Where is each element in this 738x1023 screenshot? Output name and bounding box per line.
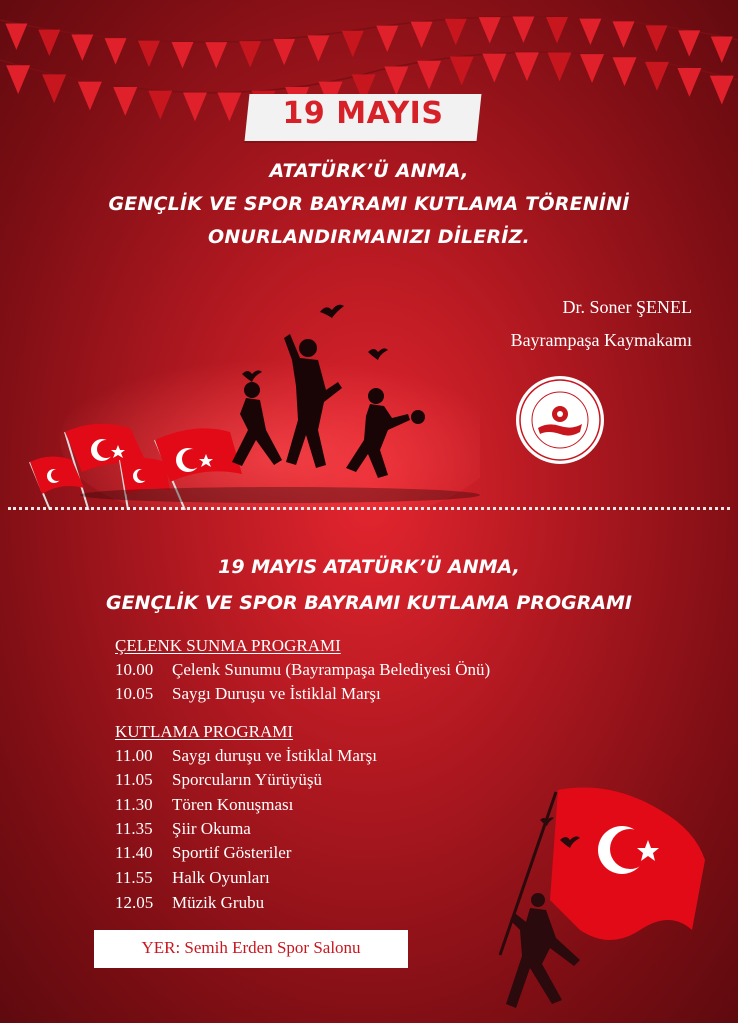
bunting-flag: [479, 17, 501, 43]
schedule-event: Saygı Duruşu ve İstiklal Marşı: [172, 684, 381, 703]
bunting-flag: [417, 61, 441, 90]
schedule-event: Sporcuların Yürüyüşü: [172, 770, 322, 789]
schedule-time: 11.00: [115, 746, 153, 765]
bunting-flag: [239, 41, 261, 67]
schedule-event: Halk Oyunları: [172, 868, 270, 887]
bunting-flag: [38, 30, 60, 56]
schedule-row: [115, 746, 377, 766]
program-title-line-1: 19 MAYIS ATATÜRK’Ü ANMA,: [218, 556, 520, 578]
schedule-time: 10.00: [115, 660, 154, 679]
bunting-flag: [172, 42, 194, 68]
schedule-row: [115, 843, 291, 863]
bunting-flag: [613, 57, 637, 86]
celebration-scene: [20, 290, 480, 510]
bunting-flag: [482, 54, 506, 83]
bunting-flag: [512, 16, 534, 42]
schedule-row: [115, 868, 270, 888]
bunting-flag: [113, 87, 137, 116]
section-heading: KUTLAMA PROGRAMI: [115, 722, 294, 741]
flag-bearer-silhouette-icon: [490, 780, 710, 1015]
bunting-flag: [138, 41, 160, 67]
bunting-flag: [445, 19, 467, 45]
bunting-flag: [711, 37, 733, 63]
bunting-flag: [411, 22, 433, 48]
bunting-flag: [546, 17, 568, 43]
bunting-flag: [307, 35, 329, 61]
schedule-row: [115, 684, 381, 704]
program-title-line-2: GENÇLİK VE SPOR BAYRAMI KUTLAMA PROGRAMI: [105, 592, 633, 614]
signature-name: Dr. Soner ŞENEL: [562, 297, 692, 317]
bunting-flag: [384, 67, 408, 96]
bunting-flag: [613, 21, 635, 47]
schedule-event: Saygı duruşu ve İstiklal Marşı: [172, 746, 377, 765]
title-badge-text: 19 MAYIS: [282, 96, 444, 131]
bunting-flag: [710, 76, 734, 105]
schedule-time: 11.35: [115, 819, 153, 838]
bunting-flag: [342, 31, 364, 57]
schedule-event: Tören Konuşması: [172, 795, 294, 814]
section-heading: ÇELENK SUNMA PROGRAMI: [115, 636, 341, 655]
schedule-row: [115, 795, 293, 815]
schedule-time: 11.40: [115, 843, 153, 862]
district-seal-icon: [514, 374, 606, 466]
bunting-flag: [548, 53, 572, 82]
schedule-event: Müzik Grubu: [172, 893, 265, 912]
bunting-flag: [5, 23, 27, 49]
bunting-flag: [71, 34, 93, 60]
bunting-flag: [273, 39, 295, 65]
bunting-flag: [105, 38, 127, 64]
bunting-flag: [217, 93, 241, 122]
schedule-time: 10.05: [115, 684, 154, 703]
schedule-row: [115, 660, 490, 680]
schedule-event: Şiir Okuma: [172, 819, 251, 838]
bunting-flag: [579, 19, 601, 45]
invitation-line-2: GENÇLİK VE SPOR BAYRAMI KUTLAMA TÖRENİNİ: [108, 193, 630, 215]
bunting-flag: [677, 68, 701, 97]
bunting-flag: [148, 91, 172, 120]
bunting-flag: [205, 42, 227, 68]
venue-text: YER: Semih Erden Spor Salonu: [141, 938, 361, 957]
schedule-row: [115, 893, 264, 913]
bunting-flag: [6, 65, 30, 94]
schedule-event: Sportif Gösteriler: [172, 843, 292, 862]
invitation-line-3: ONURLANDIRMANIZI DİLERİZ.: [208, 226, 530, 248]
bunting-flag: [580, 54, 604, 83]
bunting-flag: [376, 26, 398, 52]
schedule-time: 12.05: [115, 893, 154, 912]
schedule-event: Çelenk Sunumu (Bayrampaşa Belediyesi Önü): [172, 660, 491, 679]
schedule-time: 11.05: [115, 770, 153, 789]
signature-title: Bayrampaşa Kaymakamı: [510, 330, 692, 350]
bunting-flag: [78, 82, 102, 111]
dotted-divider: [8, 507, 730, 510]
bunting-flag: [450, 56, 474, 85]
bunting-flag: [678, 30, 700, 56]
bunting-flag: [645, 25, 667, 51]
bunting-flag: [645, 62, 669, 91]
schedule-time: 11.30: [115, 795, 153, 814]
schedule-time: 11.55: [115, 868, 153, 887]
schedule-row: [115, 819, 251, 839]
schedule-row: [115, 770, 322, 790]
invitation-line-1: ATATÜRK’Ü ANMA,: [269, 160, 469, 182]
bunting-flag: [183, 93, 207, 122]
bunting-flag: [515, 52, 539, 81]
bunting-flag: [42, 74, 66, 103]
